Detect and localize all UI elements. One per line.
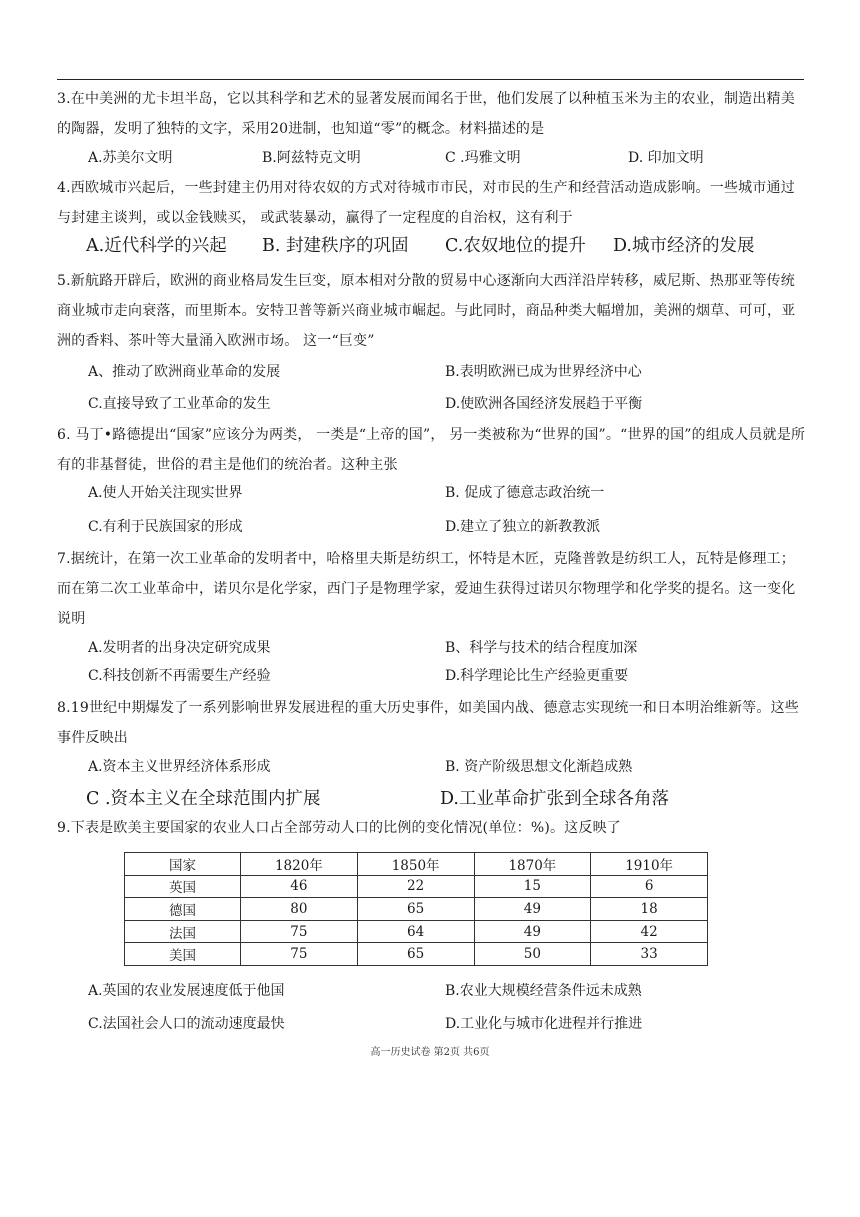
- table-row: [125, 943, 708, 966]
- table-cell: 42: [591, 920, 708, 943]
- table-cell: 80: [241, 898, 358, 921]
- table-cell: 49: [474, 920, 591, 943]
- table-row: [125, 898, 708, 921]
- table-cell: 6: [591, 875, 708, 898]
- q3-option-b: B.阿兹特克文明: [262, 150, 361, 166]
- header-rule: [57, 79, 804, 80]
- table-cell: 美国: [125, 943, 241, 966]
- q7-option-b: B、科学与技术的结合程度加深: [445, 640, 638, 656]
- q4-option-c: C.农奴地位的提升: [445, 236, 586, 256]
- question-9-stem: 9.下表是欧美主要国家的农业人口占全部劳动人口的比例的变化情况(单位：%)。这反映了: [57, 820, 621, 836]
- q6-option-b: B. 促成了德意志政治统一: [445, 485, 605, 501]
- q5-option-d: D.使欧洲各国经济发展趋于平衡: [445, 396, 643, 412]
- q3-option-d: D. 印加文明: [628, 150, 704, 166]
- table-cell: 64: [357, 920, 474, 943]
- table-cell: 18: [591, 898, 708, 921]
- q9-option-b: B.农业大规模经营条件远未成熟: [445, 983, 642, 999]
- table-cell: 46: [241, 875, 358, 898]
- table-header-cell: 1910年: [591, 853, 708, 876]
- q7-option-c: C.科技创新不再需要生产经验: [88, 668, 271, 684]
- q9-option-c: C.法国社会人口的流动速度最快: [88, 1016, 285, 1032]
- table-cell: 法国: [125, 920, 241, 943]
- question-4-stem: 4.西欧城市兴起后，一些封建主仍用对待农奴的方式对待城市市民，对市民的生产和经营活动造成影响。一些城市通过与封建主谈判，或以金钱赎买， 或武装暴动，赢得了一定程度的自治权，这有利于: [57, 180, 795, 226]
- table-cell: 英国: [125, 875, 241, 898]
- q5-option-b: B.表明欧洲已成为世界经济中心: [445, 364, 642, 380]
- q9-option-a: A.英国的农业发展速度低于他国: [88, 983, 285, 999]
- table-header-cell: 1820年: [241, 853, 358, 876]
- question-8-stem: 8.19世纪中期爆发了一系列影响世界发展进程的重大历史事件，如美国内战、德意志实现统一和日本明治维新等。这些事件反映出: [57, 700, 799, 746]
- q5-option-c: C.直接导致了工业革命的发生: [88, 396, 271, 412]
- table-cell: 22: [357, 875, 474, 898]
- q8-option-b: B. 资产阶级思想文化渐趋成熟: [445, 759, 633, 775]
- table-header-cell: 1850年: [357, 853, 474, 876]
- q6-option-d: D.建立了独立的新教教派: [445, 519, 601, 535]
- q3-option-a: A.苏美尔文明: [88, 150, 173, 166]
- table-header-cell: 国家: [125, 853, 241, 876]
- table-header-cell: 1870年: [474, 853, 591, 876]
- q4-option-b: B. 封建秩序的巩固: [262, 236, 409, 256]
- table-cell: 75: [241, 920, 358, 943]
- table-cell: 德国: [125, 898, 241, 921]
- agriculture-population-table: [124, 852, 708, 966]
- q5-option-a: A、推动了欧洲商业革命的发展: [88, 364, 281, 380]
- q3-option-c: C .玛雅文明: [445, 150, 521, 166]
- q8-option-c: C .资本主义在全球范围内扩展: [86, 789, 321, 809]
- table-cell: 65: [357, 943, 474, 966]
- question-6-stem: 6. 马丁•路德提出“国家”应该分为两类， 一类是“上帝的国”， 另一类被称为“世界的国”。“世界的国”的组成人员就是所有的非基督徒，世俗的君主是他们的统治者。这种主张: [57, 427, 806, 473]
- question-7-stem: 7.据统计，在第一次工业革命的发明者中，哈格里夫斯是纺织工，怀特是木匠，克隆普敦是纺织工人，瓦特是修理工；而在第二次工业革命中，诺贝尔是化学家，西门子是物理学家，爱迪生获得过诺贝尔物理学和化学奖的提名。这一变化说明: [57, 551, 796, 627]
- table-cell: 50: [474, 943, 591, 966]
- q8-option-d: D.工业革命扩张到全球各角落: [440, 789, 669, 809]
- table-row: [125, 920, 708, 943]
- question-3-stem: 3.在中美洲的尤卡坦半岛，它以其科学和艺术的显著发展而闻名于世，他们发展了以种植玉米为主的农业，制造出精美的陶器，发明了独特的文字，采用20进制，也知道“零”的概念。材料描述的是: [57, 91, 795, 137]
- table-cell: 75: [241, 943, 358, 966]
- q6-option-a: A.使人开始关注现实世界: [88, 485, 243, 501]
- q7-option-a: A.发明者的出身决定研究成果: [88, 640, 271, 656]
- q6-option-c: C.有利于民族国家的形成: [88, 519, 243, 535]
- page-footer: 高一历史试卷 第2页 共6页: [370, 1047, 490, 1058]
- table-header-row: [125, 853, 708, 876]
- table-cell: 65: [357, 898, 474, 921]
- q8-option-a: A.资本主义世界经济体系形成: [88, 759, 271, 775]
- table-cell: 49: [474, 898, 591, 921]
- table-row: [125, 875, 708, 898]
- table-cell: 33: [591, 943, 708, 966]
- question-5-stem: 5.新航路开辟后，欧洲的商业格局发生巨变，原本相对分散的贸易中心逐渐向大西洋沿岸转移，威尼斯、热那亚等传统商业城市走向衰落，而里斯本。安特卫普等新兴商业城市崛起。与此同时，商品种类大幅增加，美洲的烟草、可可，亚洲的香料、茶叶等大量涌入欧洲市场。 这一“巨变”: [57, 273, 796, 349]
- q9-option-d: D.工业化与城市化进程并行推进: [445, 1016, 643, 1032]
- q7-option-d: D.科学理论比生产经验更重要: [445, 668, 629, 684]
- q4-option-d: D.城市经济的发展: [613, 236, 755, 256]
- q4-option-a: A.近代科学的兴起: [86, 236, 227, 256]
- table-cell: 15: [474, 875, 591, 898]
